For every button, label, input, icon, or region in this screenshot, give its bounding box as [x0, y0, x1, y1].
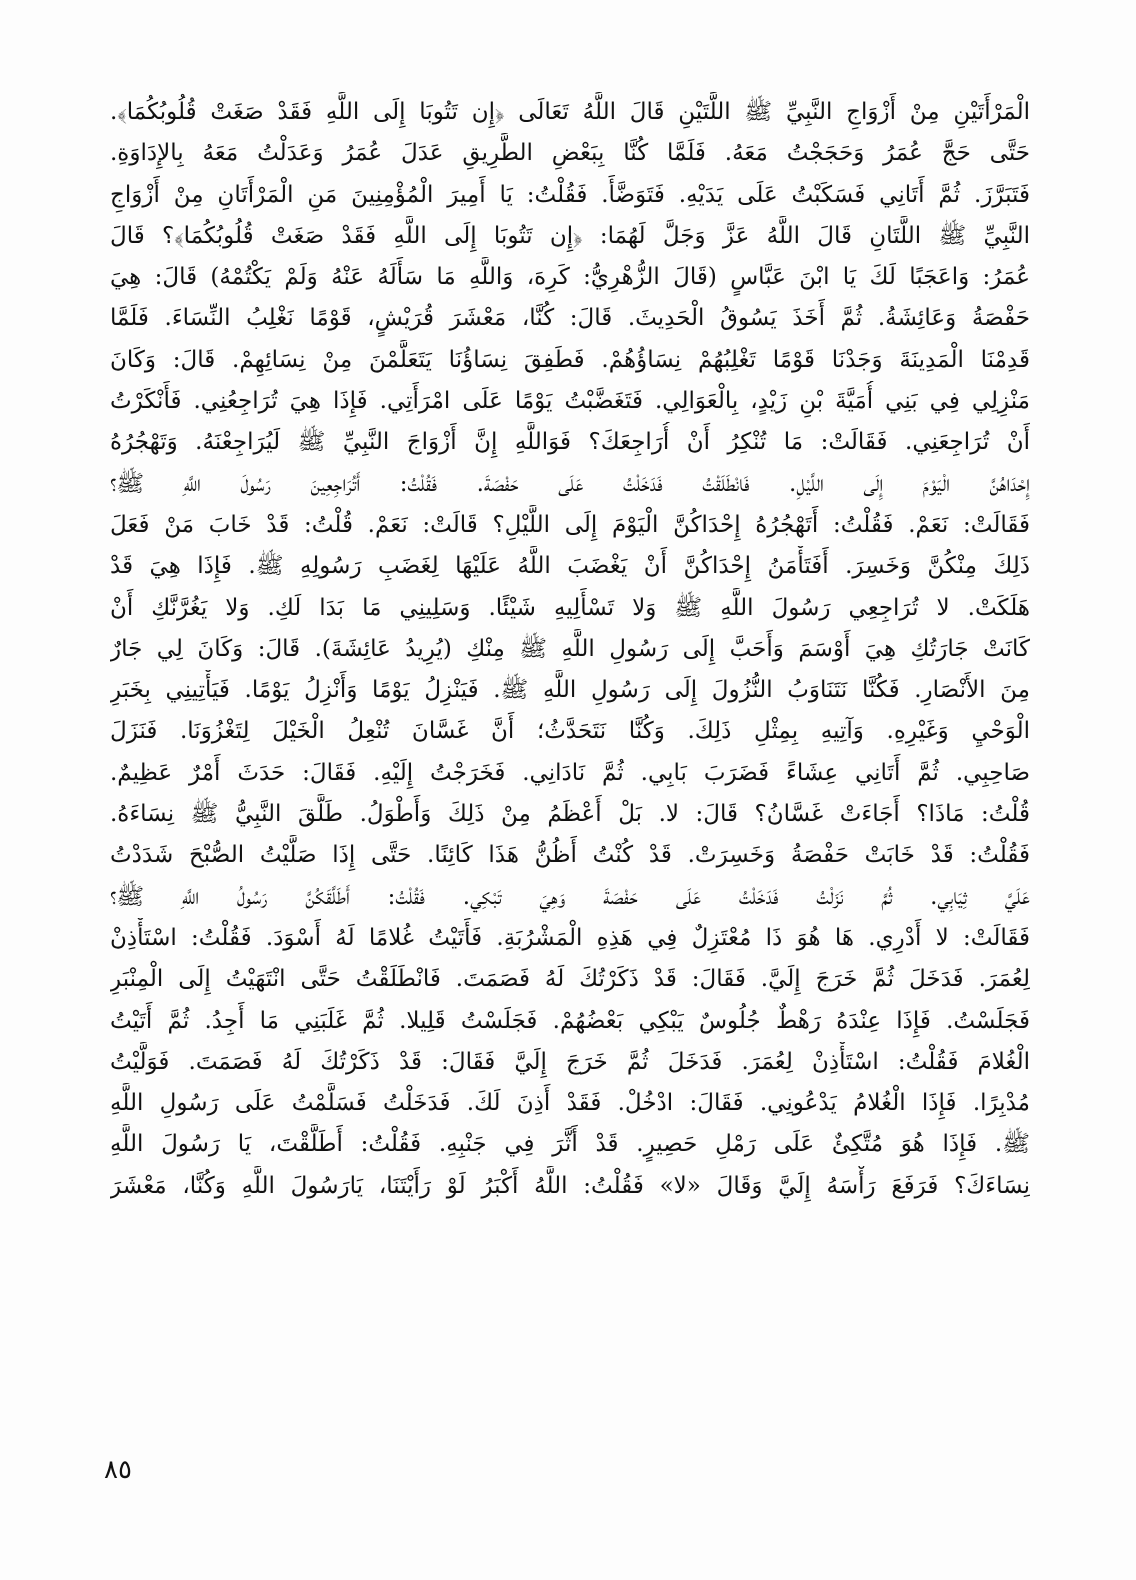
text-line: النَّبِيِّ ﷺ اللَّتَانِ قَالَ اللَّهُ عَزَّ وَجَلَّ لَهُمَا: ﴿إِن تَتُوبَا إِلَى اللَّهِ فَقَدْ صَغَتْ قُلُوبُكُمَا﴾؟ قَالَ — [110, 222, 1030, 249]
text-line: ذَلِكَ مِنْكُنَّ وَخَسِرَ. أَفَتَأْمَنُ إِحْدَاكُنَّ أَنْ يَغْضَبَ اللَّهُ عَلَيْهَا لِغَضَبِ رَسُولِهِ ﷺ. فَإِذَا هِيَ قَدْ — [110, 553, 1030, 580]
page-number: ٨٥ — [104, 1455, 132, 1485]
text-line: هَلَكَتْ. لا تُرَاجِعِي رَسُولَ اللَّهِ ﷺ وَلا تَسْأَلِيهِ شَيْئًا. وَسَلِينِي مَا بَدَا لَكِ. وَلا يَغُرَّنَّكِ أَنْ — [110, 594, 1030, 621]
text-line: عَلَيَّ ثِيَابِي. ثُمَّ نَزَلْتُ فَدَخَلْتُ عَلَى حَفْصَةَ وَهِيَ تَبْكِي. فَقُلْتُ: أَطَلَّقَكُنَّ رَسُولُ اللَّهِ ﷺ؟ — [110, 883, 1030, 910]
text-line: مَنْزِلِي فِي بَنِي أُمَيَّةَ بْنِ زَيْدٍ، بِالْعَوَالِي. فَتَغَضَّبْتُ يَوْمًا عَلَى امْرَأَتِي. فَإِذَا هِيَ تُرَاجِعُنِي. فَأَنْكَرْتُ — [110, 388, 1030, 415]
text-line: فَقَالَتْ: لا أَدْرِي. هَا هُوَ ذَا مُعْتَزِلٌ فِي هَذِهِ الْمَشْرُبَةِ. فَأَتَيْتُ غُلامًا لَهُ أَسْوَدَ. فَقُلْتُ: اسْتَأْذِنْ — [110, 924, 1030, 951]
text-line: فَجَلَسْتُ. فَإِذَا عِنْدَهُ رَهْطٌ جُلُوسٌ يَبْكِي بَعْضُهُمْ. فَجَلَسْتُ قَلِيلا. ثُمَّ غَلَبَنِي مَا أَجِدُ. ثُمَّ أَتَيْتُ — [110, 1007, 1030, 1034]
text-line: الْمَرْأَتَيْنِ مِنْ أَزْوَاجِ النَّبِيِّ ﷺ اللَّتَيْنِ قَالَ اللَّهُ تَعَالَى ﴿إِن تَتُوبَا إِلَى اللَّهِ فَقَدْ صَغَتْ قُلُوبُكُمَا﴾. — [110, 99, 1030, 125]
text-line: الْغُلامَ فَقُلْتُ: اسْتَأْذِنْ لِعُمَرَ. فَدَخَلَ ثُمَّ خَرَجَ إِلَيَّ فَقَالَ: قَدْ ذَكَرْتُكَ لَهُ فَصَمَتَ. فَوَلَّيْتُ — [110, 1048, 1030, 1075]
text-line: قُلْتُ: مَاذَا؟ أَجَاءَتْ غَسَّانُ؟ قَالَ: لا. بَلْ أَعْظَمُ مِنْ ذَلِكَ وَأَطْوَلُ. طَلَّقَ النَّبِيُّ ﷺ نِسَاءَهُ. — [110, 801, 1030, 828]
text-line: عُمَرُ: وَاعَجَبًا لَكَ يَا ابْنَ عَبَّاسٍ (قَالَ الزُّهْرِيُّ: كَرِهَ، وَاللَّهِ مَا سَأَلَهُ عَنْهُ وَلَمْ يَكْتُمْهُ) قَالَ: هِيَ — [110, 264, 1030, 291]
text-line: حَفْصَةُ وَعَائِشَةُ. ثُمَّ أَخَذَ يَسُوقُ الْحَدِيثَ. قَالَ: كُنَّا، مَعْشَرَ قُرَيْشٍ، قَوْمًا نَغْلِبُ النِّسَاءَ. فَلَمَّا — [110, 305, 1030, 332]
text-line: فَقَالَتْ: نَعَمْ. فَقُلْتُ: أَتَهْجُرُهُ إِحْدَاكُنَّ الْيَوْمَ إِلَى اللَّيْلِ؟ قَالَتْ: نَعَمْ. قُلْتُ: قَدْ خَابَ مَنْ فَعَلَ — [110, 511, 1030, 538]
text-line: الْوَحْيِ وَغَيْرِهِ. وَآتِيهِ بِمِثْلِ ذَلِكَ. وَكُنَّا نَتَحَدَّثُ؛ أَنَّ غَسَّانَ تُنْعِلُ الْخَيْلَ لِتَغْزُوَنَا. فَنَزَلَ — [110, 718, 1030, 745]
text-line: مِنَ الأَنْصَارِ. فَكُنَّا نَتَنَاوَبُ النُّزُولَ إِلَى رَسُولِ اللَّهِ ﷺ. فَيَنْزِلُ يَوْمًا وَأَنْزِلُ يَوْمًا. فَيَأْتِينِي بِخَبَرِ — [110, 677, 1030, 704]
text-line: فَتَبَرَّزَ. ثُمَّ أَتَانِي فَسَكَبْتُ عَلَى يَدَيْهِ. فَتَوَضَّأَ. فَقُلْتُ: يَا أَمِيرَ الْمُؤْمِنِينَ مَنِ الْمَرْأَتَانِ مِنْ أَزْوَاجِ — [110, 181, 1030, 208]
text-line: كَانَتْ جَارَتُكِ هِيَ أَوْسَمَ وَأَحَبَّ إِلَى رَسُولِ اللَّهِ ﷺ مِنْكِ (يُرِيدُ عَائِشَةَ). قَالَ: وَكَانَ لِي جَارٌ — [110, 635, 1030, 662]
text-line: إِحْدَاهُنَّ الْيَوْمَ إِلَى اللَّيْلِ. فَانْطَلَقْتُ فَدَخَلْتُ عَلَى حَفْصَةَ. فَقُلْتُ: أَتُرَاجِعِينَ رَسُولَ اللَّهِ ﷺ؟ — [110, 470, 1030, 497]
text-line: ﷺ. فَإِذَا هُوَ مُتَّكِئٌ عَلَى رَمْلِ حَصِيرٍ. قَدْ أَثَّرَ فِي جَنْبِهِ. فَقُلْتُ: أَطَلَّقْتَ، يَا رَسُولَ اللَّهِ — [110, 1131, 1030, 1158]
text-line: لِعُمَرَ. فَدَخَلَ ثُمَّ خَرَجَ إِلَيَّ. فَقَالَ: قَدْ ذَكَرْتُكَ لَهُ فَصَمَتَ. فَانْطَلَقْتُ حَتَّى انْتَهَيْتُ إِلَى الْمِنْبَرِ — [110, 966, 1030, 993]
text-line: أَنْ تُرَاجِعَنِي. فَقَالَتْ: مَا تُنْكِرُ أَنْ أُرَاجِعَكَ؟ فَوَاللَّهِ إِنَّ أَزْوَاجَ النَّبِيِّ ﷺ لَيُرَاجِعْنَهُ. وَتَهْجُرُهُ — [110, 429, 1030, 456]
text-line: قَدِمْنَا الْمَدِينَةَ وَجَدْنَا قَوْمًا تَغْلِبُهُمْ نِسَاؤُهُمْ. فَطَفِقَ نِسَاؤُنَا يَتَعَلَّمْنَ مِنْ نِسَائِهِمْ. قَالَ: وَكَانَ — [110, 346, 1030, 373]
text-line: صَاحِبِي. ثُمَّ أَتَانِي عِشَاءً فَضَرَبَ بَابِي. ثُمَّ نَادَانِي. فَخَرَجْتُ إِلَيْهِ. فَقَالَ: حَدَثَ أَمْرٌ عَظِيمٌ. — [110, 759, 1030, 786]
text-line: مُدْبِرًا. فَإِذَا الْغُلامُ يَدْعُونِي. فَقَالَ: ادْخُلْ. فَقَدْ أَذِنَ لَكَ. فَدَخَلْتُ فَسَلَّمْتُ عَلَى رَسُولِ اللَّهِ — [110, 1090, 1030, 1117]
text-line: حَتَّى حَجَّ عُمَرُ وَحَجَجْتُ مَعَهُ. فَلَمَّا كُنَّا بِبَعْضِ الطَّرِيقِ عَدَلَ عُمَرُ وَعَدَلْتُ مَعَهُ بِالإِدَاوَةِ. — [110, 140, 1030, 167]
text-line: فَقُلْتُ: قَدْ خَابَتْ حَفْصَةُ وَخَسِرَتْ. قَدْ كُنْتُ أَظُنُّ هَذَا كَائِنًا. حَتَّى إِذَا صَلَّيْتُ الصُّبْحَ شَدَدْتُ — [110, 842, 1030, 869]
text-line: نِسَاءَكَ؟ فَرَفَعَ رَأْسَهُ إِلَيَّ وَقَالَ «لا» فَقُلْتُ: اللَّهُ أَكْبَرُ لَوْ رَأَيْتَنَا، يَارَسُولَ اللَّهِ وَكُنَّا، مَعْشَرَ — [110, 1172, 1030, 1199]
body-text — [110, 92, 1030, 1207]
